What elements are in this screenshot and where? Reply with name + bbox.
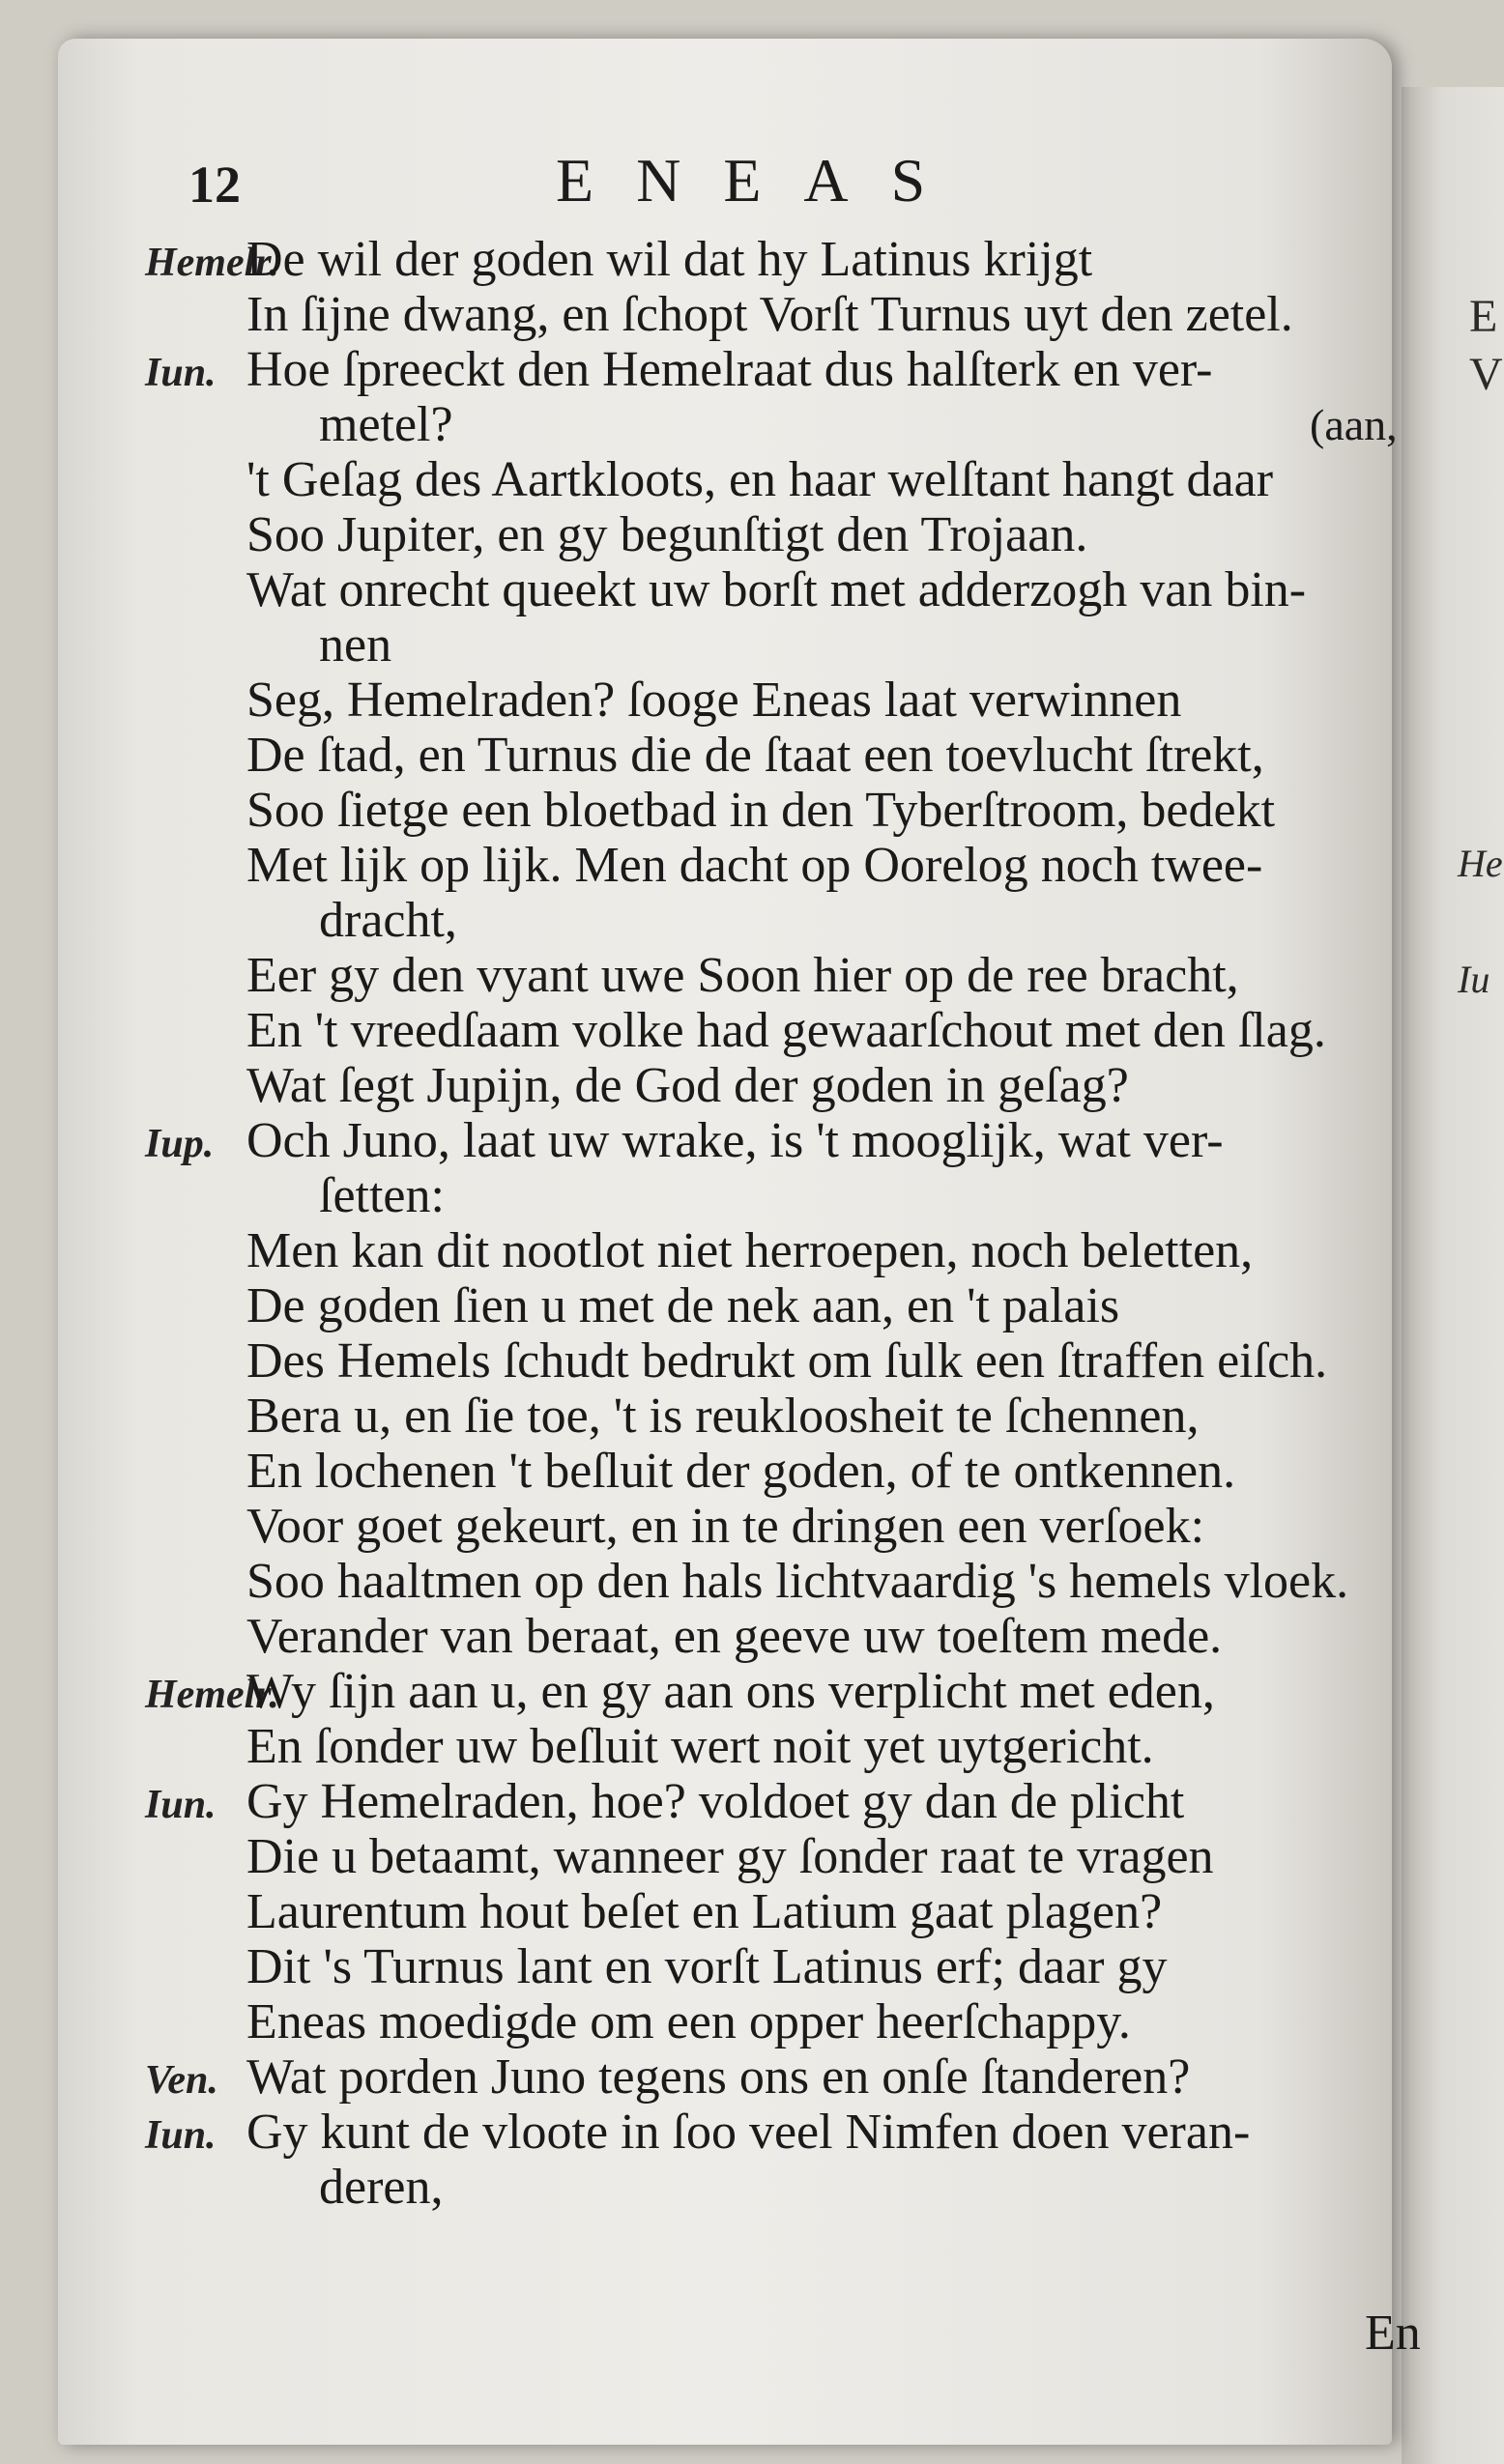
verse-line [145,673,1421,728]
verse-line-text: metel? [319,397,453,452]
verse-line-text: Men kan dit nootlot niet herroepen, noch beletten, [246,1223,1254,1278]
verse-line-text: Gy Hemelraden, hoe? voldoet gy dan de plicht [246,1774,1185,1829]
verse-line [145,2049,1421,2105]
verse-line-text: Met lijk op lijk. Men dacht op Oorelog noch twee- [246,838,1263,893]
facing-page-fragment: E [1469,291,1498,342]
verse-line [145,1113,1421,1168]
verse-line [145,1829,1421,1884]
running-title: ENEAS [556,146,969,215]
verse-line [145,1168,1421,1223]
verse-line-text: Die u betaamt, wanneer gy ſonder raat te vragen [246,1829,1214,1884]
verse-line [145,1994,1421,2049]
verse-line-text: Laurentum hout beſet en Latium gaat plagen? [246,1884,1163,1939]
verse-line-text: 't Geſag des Aartkloots, en haar welſtant hangt daar [246,452,1274,507]
verse-line [145,507,1421,562]
speaker-label: Iup. [145,1122,215,1166]
verse-line [145,893,1421,948]
verse-line-text: Bera u, en ſie toe, 't is reukloosheit te ſchennen, [246,1389,1200,1444]
speaker-label: Hemelr. [145,241,279,285]
verse-line [145,1278,1421,1333]
page-header [188,145,1348,222]
verse-line-text: Soo ſietge een bloetbad in den Tyberſtroom, bedekt [246,783,1276,838]
verse-line [145,562,1421,617]
verse-line-text: Seg, Hemelraden? ſooge Eneas laat verwinnen [246,673,1182,728]
verse-line [145,287,1421,342]
verse-line [145,1058,1421,1113]
verse-line [145,1444,1421,1499]
verse-line-text: nen [319,617,392,673]
verse-line [145,232,1421,287]
verse-line [145,2105,1421,2160]
speaker-label: Hemelr. [145,1673,279,1717]
verse-line-text: Wat porden Juno tegens ons en onſe ſtanderen? [246,2049,1191,2105]
verse-text [145,232,1421,2215]
verse-line-text: dracht, [319,893,457,948]
speaker-label: Iun. [145,1783,217,1827]
verse-line-text: Soo haaltmen op den hals lichtvaardig 's hemels vloek. [246,1554,1349,1609]
verse-line [145,1223,1421,1278]
verse-line [145,1554,1421,1609]
verse-line [145,1389,1421,1444]
verse-line [145,728,1421,783]
verse-line [145,948,1421,1003]
speaker-label: Iun. [145,351,217,395]
verse-line [145,1664,1421,1719]
verse-line-text: In ſijne dwang, en ſchopt Vorſt Turnus uyt den zetel. [246,287,1293,342]
verse-line [145,1499,1421,1554]
verse-line-text: Voor goet gekeurt, en in te dringen een verſoek: [246,1499,1205,1554]
verse-line-text: Soo Jupiter, en gy begunſtigt den Trojaan. [246,507,1088,562]
verse-line-text: Des Hemels ſchudt bedrukt om ſulk een ſtraffen eiſch. [246,1333,1328,1389]
verse-line [145,452,1421,507]
verse-line-text: En ſonder uw beſluit wert noit yet uytgericht. [246,1719,1154,1774]
verse-line [145,1774,1421,1829]
facing-page-fragment: Iu [1458,958,1490,1001]
verse-line [145,617,1421,673]
verse-line-text: De ſtad, en Turnus die de ſtaat een toevlucht ſtrekt, [246,728,1264,783]
verse-overflow-text: (aan, [1310,400,1398,449]
verse-line [145,1884,1421,1939]
speaker-label: Ven. [145,2058,218,2103]
verse-line [145,1939,1421,1994]
verse-line-text: En lochenen 't beſluit der goden, of te ontkennen. [246,1444,1236,1499]
verse-line [145,2160,1421,2215]
verse-line-text: Dit 's Turnus lant en vorſt Latinus erf; daar gy [246,1939,1168,1994]
verse-line [145,838,1421,893]
verse-line-text: Wy ſijn aan u, en gy aan ons verplicht met eden, [246,1664,1215,1719]
verse-line [145,342,1421,397]
verse-line [145,1719,1421,1774]
verse-line-text: En 't vreedſaam volke had gewaarſchout met den ſlag. [246,1003,1326,1058]
verse-line-text: Eer gy den vyant uwe Soon hier op de ree bracht, [246,948,1239,1003]
verse-line [145,397,1421,452]
verse-line [145,1333,1421,1389]
facing-page-fragment: He [1458,842,1503,885]
verse-line [145,783,1421,838]
page-number: 12 [188,156,241,214]
facing-page-fragment: V [1469,349,1503,400]
verse-line [145,1003,1421,1058]
verse-line-text: De goden ſien u met de nek aan, en 't palais [246,1278,1120,1333]
verse-line-text: Och Juno, laat uw wrake, is 't mooglijk, wat ver- [246,1113,1224,1168]
verse-line-text: Verander van beraat, en geeve uw toeſtem mede. [246,1609,1223,1664]
verse-line-text: Gy kunt de vloote in ſoo veel Nimfen doen veran- [246,2105,1251,2160]
verse-line-text: Wat ſegt Jupijn, de God der goden in geſag? [246,1058,1129,1113]
speaker-label: Iun. [145,2113,217,2158]
verse-line-text: ſetten: [319,1168,445,1223]
catchword: En [1365,2306,1421,2361]
verse-line-text: Eneas moedigde om een opper heerſchappy. [246,1994,1131,2049]
verse-line-text: Hoe ſpreeckt den Hemelraat dus halſterk en ver- [246,342,1213,397]
verse-line [145,1609,1421,1664]
verse-line-text: De wil der goden wil dat hy Latinus krijgt [246,232,1093,287]
verse-line-text: deren, [319,2160,444,2215]
verse-line-text: Wat onrecht queekt uw borſt met adderzogh van bin- [246,562,1307,617]
